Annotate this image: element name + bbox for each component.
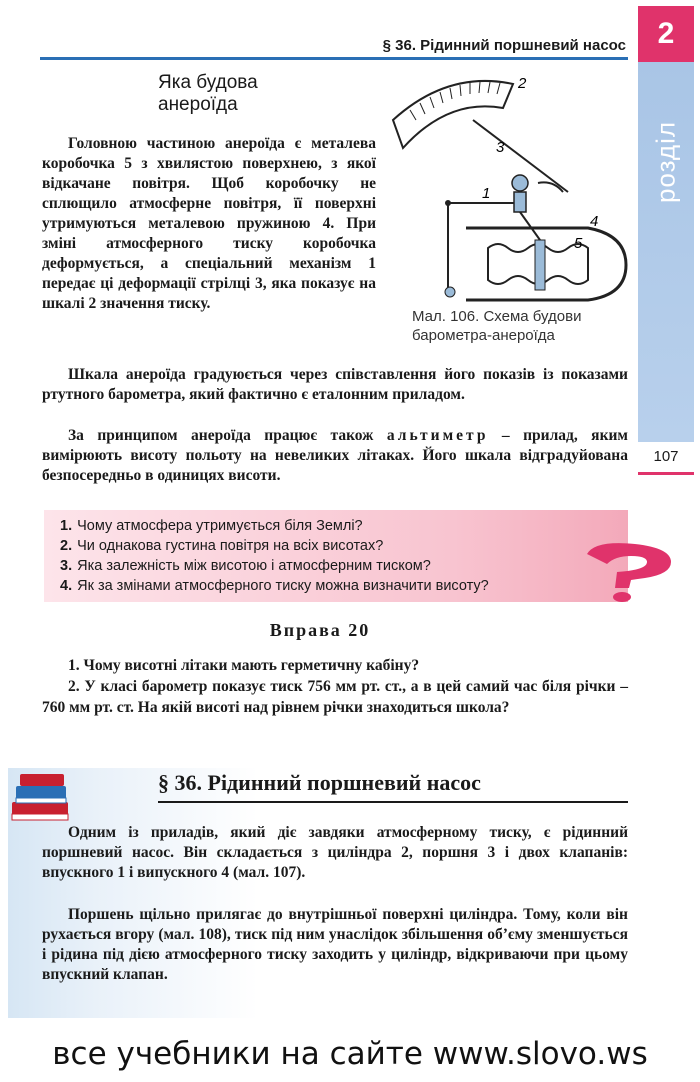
figure-caption-line1: Мал. 106. Схема будови xyxy=(412,308,582,325)
site-watermark: все учебники на сайте www.slovo.ws xyxy=(52,1036,648,1072)
section-title: § 36. Рідинний поршневий насос xyxy=(158,770,481,795)
diagram-label-4: 4 xyxy=(590,213,599,230)
aneroid-heading xyxy=(158,72,358,116)
section-tab-number: 2 xyxy=(638,6,694,62)
questions-list xyxy=(44,510,628,596)
figure-caption xyxy=(412,307,630,345)
altimeter-term: альтиметр xyxy=(386,427,489,444)
diagram-label-2: 2 xyxy=(518,75,527,92)
header-rule xyxy=(40,57,628,60)
diagram-label-1: 1 xyxy=(482,185,491,202)
diagram-scale xyxy=(393,81,513,148)
exercise-item: 2. У класі барометр показує тиск 756 мм рт. ст., а в цей самий час біля річки – 760 мм рт. ст. На якій висоті над рівнем річки знаходиться школа? xyxy=(42,678,628,716)
aneroid-paragraph-2: Шкала анероїда градуюється через співставлення його показів із показами ртутного барометра, який фактично є еталонним приладом. xyxy=(42,366,628,403)
question-item: 3. Яка залежність між висотою і атмосферним тиском? xyxy=(60,558,431,574)
section-paragraph-2: Поршень щільно прилягає до внутрішньої поверхні циліндра. Тому, коли він рухається вгору (мал. 108), тиск під ним унаслідок збільшення об’єму зменшується і рідина під дією атмосферного тиску заходить у циліндр, відкриваючи при цьому впускний клапан. xyxy=(42,906,628,983)
diagram-label-3: 3 xyxy=(496,139,505,156)
section-tab-word xyxy=(638,62,694,262)
questions-box xyxy=(44,510,628,602)
exercise-list xyxy=(42,655,628,718)
aneroid-paragraph-1: Головною частиною анероїда є металева коробочка 5 з хвилястою поверхнею, з якої відкачане повітря. Щоб коробочку не сплющило атмосферне повітря, її поверхні утримуються металевою пружиною 4. При зміні атмосферного тиску коробочка деформується, а спеціальний механізм 1 передає ці деформації стрілці 3, яка показує на шкалі 2 значення тиску. xyxy=(42,135,376,312)
aneroid-diagram xyxy=(388,70,633,315)
exercise-item: 1. Чому висотні літаки мають герметичну кабіну? xyxy=(68,657,420,674)
figure-caption-line2: барометра-анероїда xyxy=(412,327,555,344)
para3-before: За принципом анероїда працює також xyxy=(68,427,387,444)
aneroid-heading-line2: анероїда xyxy=(158,94,238,115)
diagram-mechanism-body xyxy=(514,192,526,212)
question-item: 1. Чому атмосфера утримується біля Землі? xyxy=(60,518,363,534)
exercise-title: Вправа 20 xyxy=(269,620,371,640)
aneroid-paragraph-3 xyxy=(42,426,628,486)
section-paragraph-1: Одним із приладів, який діє завдяки атмосферному тиску, є рідинний поршневий насос. Він складається з циліндра 2, поршня 3 і двох клапанів: впускного 1 і випускного 4 (мал. 107). xyxy=(42,824,628,881)
question-item: 2. Чи однакова густина повітря на всіх висотах? xyxy=(60,538,384,554)
aneroid-heading-line1: Яка будова xyxy=(158,72,258,93)
diagram-label-5: 5 xyxy=(574,235,583,252)
page-number: 107 xyxy=(638,448,694,475)
para3-after: – прилад, яким вимірюють висоту польоту на невеликих літаках. Його шкала відградуйована безпосередньо в одиницях висоти. xyxy=(42,427,628,484)
question-mark-icon xyxy=(585,540,677,602)
section-tab-word-text: розділ xyxy=(650,120,681,204)
question-item: 4. Як за змінами атмосферного тиску можна визначити висоту? xyxy=(60,578,489,594)
running-title: § 36. Рідинний поршневий насос xyxy=(382,37,626,54)
diagram-mechanism-gear xyxy=(512,175,528,191)
running-header xyxy=(40,30,628,60)
section-title-rule xyxy=(158,801,628,803)
diagram-box-stem xyxy=(535,240,545,290)
books-icon xyxy=(8,772,72,828)
